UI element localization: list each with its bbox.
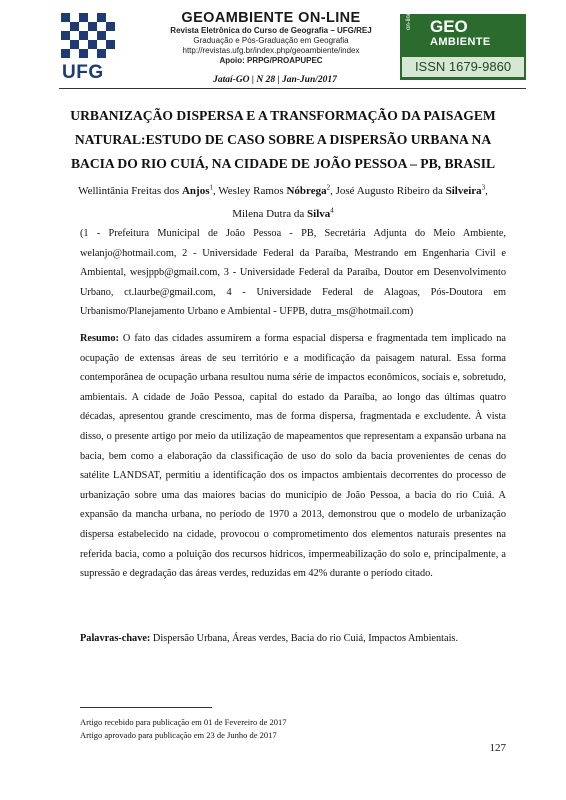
issn-badge: ISSN 1679-9860 <box>402 57 524 77</box>
footnotes <box>80 716 380 741</box>
author: Milena Dutra da Silva$^4$ <box>232 206 334 221</box>
title-line-1: URBANIZAÇÃO DISPERSA E A TRANSFORMAÇÃO DA PAISAGEM <box>70 108 496 123</box>
abstract-label: Resumo: <box>80 333 119 344</box>
journal-header <box>140 10 402 66</box>
author: José Augusto Ribeiro da Silveira$^3$, <box>335 183 488 197</box>
journal-support: Apoio: PRPG/PROAPUPEC <box>219 56 323 65</box>
author: Wellintânia Freitas dos Anjos$^1$, <box>78 183 219 197</box>
journal-title: GEOAMBIENTE ON-LINE <box>181 10 361 26</box>
keywords-text: Dispersão Urbana, Áreas verdes, Bacia do rio Cuiá, Impactos Ambientais. <box>150 633 459 644</box>
title-line-3: BACIA DO RIO CUIÁ, NA CIDADE DE JOÃO PESSOA – PB, BRASIL <box>70 156 496 171</box>
author-list <box>60 177 506 224</box>
title-line-2: NATURAL:ESTUDO DE CASO SOBRE A DISPERSÃO URBANA NA <box>74 132 492 147</box>
approved-note: Artigo aprovado para publicação em 23 de Junho de 2017 <box>80 729 277 740</box>
article-title <box>60 104 506 176</box>
keywords <box>80 629 506 648</box>
geo-logo-top: GEO <box>430 17 468 36</box>
geo-logo-bottom: AMBIENTE <box>430 36 491 48</box>
keywords-label: Palavras-chave: <box>80 633 151 644</box>
journal-subtitle: Revista Eletrônica do Curso de Geografia – UFG/REJ <box>170 26 372 35</box>
abstract <box>80 329 506 584</box>
affiliations: (1 - Prefeitura Municipal de João Pessoa - PB, Secretária Adjunta do Meio Ambiente, welanjo@hotmail.com, 2 - Universidade Federal da Paraíba, Mestrando em Engenharia Civil e Ambiental, wesjppb@gmail.com, 3 - Universidade Federal da Paraíba, Doutor em Desenvolvimento Urbano, ct.laurbe@gmail.com, 4 - Universidade Federal de Alagoas, Pós-Doutora em Urbanismo/Planejamento Urbano e Ambiental - UFPB, dutra_ms@hotmail.com) <box>80 228 506 317</box>
geo-logo-online: on-line <box>406 11 412 30</box>
header-divider <box>59 88 526 89</box>
geoambiente-logo <box>400 11 526 80</box>
page-number: 127 <box>489 742 506 754</box>
ufg-logo-text: UFG <box>62 62 104 83</box>
footnote-divider <box>80 707 212 708</box>
author: Wesley Ramos Nóbrega$^2$, <box>218 183 336 197</box>
received-note: Artigo recebido para publicação em 01 de Fevereiro de 2017 <box>80 717 287 727</box>
abstract-text: O fato das cidades assumirem a forma espacial dispersa e fragmentada tem implicado na ocupação de extensas áreas de seu território e a modificação da paisagem natural. Essa forma contemporânea de ocupação urbana resultou numa série de impactos econômicos, sociais e, sobretudo, ambientais. A cidade de João Pessoa, capital do estado da Paraíba, ao longo das últimas quatro décadas, apresentou grande crescimento, mas de forma dispersa, fragmentada e excludente. À vista disso, o presente artigo por meio da utilização de mapeamentos que representam a expansão urbana na bacia, bem como a elaboração da classificação de uso do solo da bacia provenientes de cenas do satélite LANDSAT, permitiu a identificação dos os impactos ambientais decorrentes do processo de urbanização sobre uma das maiores bacias do município de João Pessoa, a bacia do rio Cuiá. A expansão da mancha urbana, no período de 1970 a 2013, demonstrou que o modelo de urbanização dispersa estabelecido na cidade, provocou o comprometimento dos elementos naturais presentes na referida bacia, como a poluição dos recursos hídricos, impermeabilização do solo e, principalmente, a supressão e degradação das áreas verdes, reduzidas em 42% durante o período citado. <box>80 333 506 580</box>
issue-info: Jataí-GO | N 28 | Jan-Jun/2017 <box>213 75 337 85</box>
journal-program: Graduação e Pós-Graduação em Geografia <box>193 36 349 45</box>
journal-url: http://revistas.ufg.br/index.php/geoambiente/index <box>182 46 360 55</box>
